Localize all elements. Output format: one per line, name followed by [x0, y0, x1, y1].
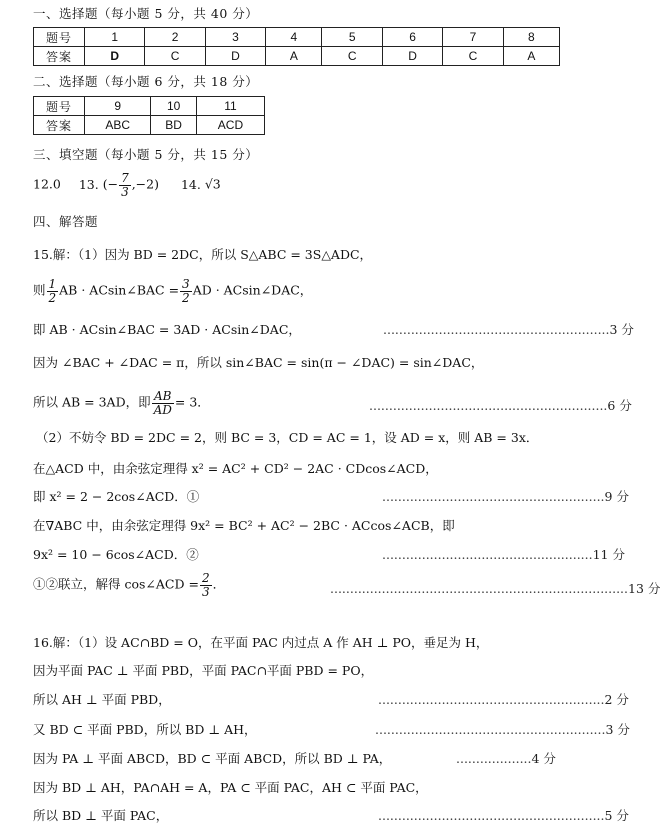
- answer-13-number: 13.: [78, 176, 99, 192]
- table-cell: D: [205, 47, 265, 66]
- answer-table-choice: [33, 27, 560, 66]
- numerator: 3: [182, 277, 190, 291]
- table-cell: 7: [443, 28, 503, 47]
- denominator: 3: [201, 584, 210, 599]
- table-cell: BD: [151, 116, 197, 135]
- numerator: AB: [152, 390, 174, 404]
- table-cell: 6: [382, 28, 442, 47]
- table-cell: C: [322, 47, 382, 66]
- table-cell: D: [85, 47, 145, 66]
- fraction: [152, 390, 174, 416]
- fraction: [200, 572, 212, 598]
- answer-14: √3: [204, 176, 221, 192]
- denominator: AD: [153, 402, 172, 417]
- table-answer-label: 答案: [34, 47, 85, 66]
- table-cell: ACD: [196, 116, 264, 135]
- table-header-label: 题号: [34, 28, 85, 47]
- answer-12: 12.0: [33, 176, 61, 192]
- table-cell: 2: [145, 28, 205, 47]
- score-mark: ...........................................................................13 分: [330, 581, 660, 596]
- p15-line: [33, 278, 312, 304]
- section-title-multi-choice: 二、选择题（每小题 6 分，共 18 分）: [33, 74, 259, 89]
- score-mark: .........................................................3 分: [383, 322, 634, 337]
- table-row: [34, 116, 265, 135]
- score-mark: ..........................................................3 分: [375, 722, 630, 737]
- table-row: [34, 47, 560, 66]
- p16-line: 因为 BD ⊥ AH，PA∩AH = A，PA ⊂ 平面 PAC，AH ⊂ 平面 PAC，: [33, 780, 428, 795]
- section-title-fill-blank: 三、填空题（每小题 5 分，共 15 分）: [33, 147, 259, 162]
- table-cell: 5: [322, 28, 382, 47]
- score-mark: ........................................................9 分: [382, 489, 629, 504]
- table-cell: 11: [196, 97, 264, 116]
- fill-blank-answers: [33, 172, 221, 198]
- table-cell: D: [382, 47, 442, 66]
- text: ．: [212, 576, 226, 592]
- table-cell: 9: [85, 97, 151, 116]
- score-mark: ...................4 分: [456, 751, 556, 766]
- table-cell: 1: [85, 28, 145, 47]
- table-cell: A: [503, 47, 559, 66]
- section-title-choice: 一、选择题（每小题 5 分，共 40 分）: [33, 6, 259, 21]
- p16-line: 所以 BD ⊥ 平面 PAC，: [33, 808, 169, 823]
- table-row: [34, 28, 560, 47]
- denominator: 2: [182, 290, 190, 305]
- p15-line: [33, 390, 210, 416]
- answer-14-number: 14.: [180, 176, 201, 192]
- p15-line: 9x² = 10 − 6cos∠ACD．②: [33, 547, 199, 562]
- table-header-label: 题号: [34, 97, 85, 116]
- answer-13-tail: ,−2): [131, 176, 159, 192]
- table-cell: ABC: [85, 116, 151, 135]
- text: = 3．: [174, 394, 210, 410]
- table-cell: 4: [266, 28, 322, 47]
- fraction: [119, 172, 131, 198]
- table-answer-label: 答案: [34, 116, 85, 135]
- p16-line: 因为 PA ⊥ 平面 ABCD，BD ⊂ 平面 ABCD，所以 BD ⊥ PA，: [33, 751, 392, 766]
- p15-line: 在△ACD 中，由余弦定理得 x² = AC² + CD² − 2AC · CDcos∠ACD，: [33, 461, 438, 476]
- denominator: 3: [121, 184, 129, 199]
- score-mark: .....................................................11 分: [382, 547, 625, 562]
- p16-line: 因为平面 PAC ⊥ 平面 PBD，平面 PAC∩平面 PBD = PO，: [33, 663, 374, 678]
- table-cell: 8: [503, 28, 559, 47]
- score-mark: .........................................................5 分: [378, 808, 629, 823]
- table-cell: A: [266, 47, 322, 66]
- numerator: 7: [121, 171, 129, 185]
- score-mark: .........................................................2 分: [378, 692, 629, 707]
- fraction: [180, 278, 192, 304]
- text: 则: [33, 282, 46, 298]
- text: AD · ACsin∠DAC，: [192, 282, 313, 298]
- p15-line: （2）不妨令 BD = 2DC = 2，则 BC = 3，CD = AC = 1，设 AD = x，则 AB = 3x．: [36, 430, 539, 445]
- p15-line: 在∇ABC 中，由余弦定理得 9x² = BC² + AC² − 2BC · ACcos∠ACB，即: [33, 518, 455, 533]
- table-cell: 10: [151, 97, 197, 116]
- p16-line: 又 BD ⊂ 平面 PBD，所以 BD ⊥ AH，: [33, 722, 257, 737]
- p15-line: 15.解：（1）因为 BD = 2DC，所以 S△ABC = 3S△ADC，: [33, 247, 373, 262]
- fraction: [47, 278, 59, 304]
- p16-line: 16.解：（1）设 AC∩BD = O，在平面 PAC 内过点 A 作 AH ⊥ PO，垂足为 H，: [33, 635, 489, 650]
- p15-line: 因为 ∠BAC + ∠DAC = π，所以 sin∠BAC = sin(π − ∠DAC) = sin∠DAC，: [33, 355, 484, 370]
- p15-line: 即 AB · ACsin∠BAC = 3AD · ACsin∠DAC，: [33, 322, 301, 337]
- answer-table-multi-choice: [33, 96, 265, 135]
- denominator: 2: [48, 290, 57, 305]
- section-title-solutions: 四、解答题: [33, 214, 99, 229]
- p16-line: 所以 AH ⊥ 平面 PBD，: [33, 692, 171, 707]
- numerator: 1: [48, 277, 57, 291]
- p15-line: [33, 572, 225, 598]
- score-mark: ............................................................6 分: [369, 398, 632, 413]
- numerator: 2: [201, 571, 210, 585]
- text: ①②联立，解得 cos∠ACD =: [33, 576, 199, 592]
- text: AB · ACsin∠BAC =: [59, 282, 180, 298]
- p15-line: 即 x² = 2 − 2cos∠ACD．①: [33, 489, 200, 504]
- text: 所以 AB = 3AD，即: [33, 394, 151, 410]
- table-cell: 3: [205, 28, 265, 47]
- paren-open: (−: [102, 176, 119, 192]
- table-cell: C: [443, 47, 503, 66]
- table-cell: C: [145, 47, 205, 66]
- table-row: [34, 97, 265, 116]
